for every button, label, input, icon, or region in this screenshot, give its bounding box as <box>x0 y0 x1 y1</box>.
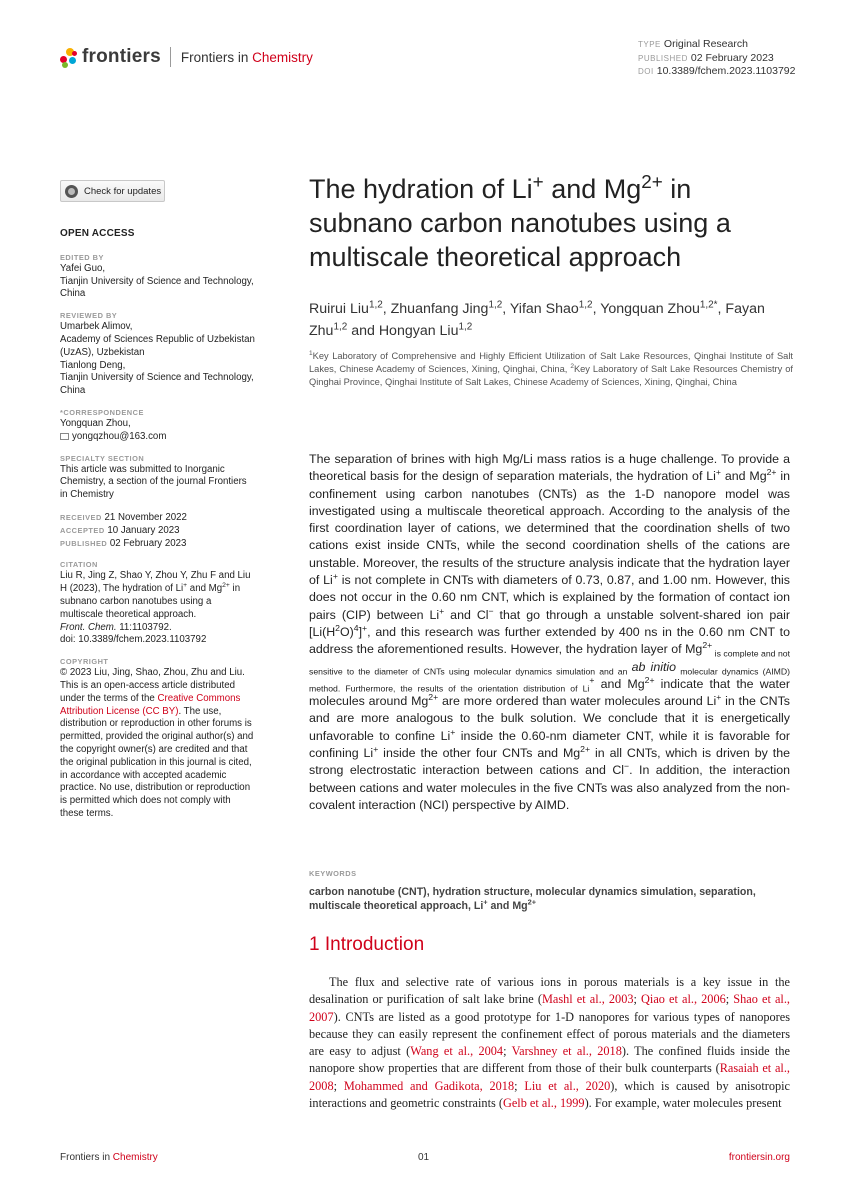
citation-heading: CITATION <box>60 560 98 570</box>
doi: DOI 10.3389/fchem.2023.1103792 <box>638 65 796 77</box>
article-title: The hydration of Li+ and $Mg^{2+}$ in subnano carbon nanotubes using a multiscale theoretical approach <box>309 172 731 272</box>
author-affiliation-marker: 1,2 <box>578 299 593 311</box>
author-affiliation-marker: 1,2* <box>699 299 718 311</box>
brand-wordmark: frontiers <box>82 46 161 67</box>
correspondence-heading: *CORRESPONDENCE <box>60 407 144 417</box>
specialty-text: This article was submitted to Inorganic Chemistry, a section of the journal Frontiers in Chemistry <box>60 463 247 501</box>
article-type: TYPE Original Research <box>638 38 748 50</box>
correspondence-name: Yongquan Zhou, <box>60 417 131 429</box>
reviewer-affiliation: Academy of Sciences Republic of Uzbekistan (UzAS), Uzbekistan <box>60 333 255 358</box>
author-name[interactable]: Yifan Shao <box>509 301 579 317</box>
author-affiliation-marker: 1,2 <box>488 299 503 311</box>
keywords-heading: KEYWORDS <box>309 869 357 878</box>
mail-icon <box>60 433 69 440</box>
cc-by-link[interactable]: Creative Commons Attribution License (CC BY) <box>60 692 241 717</box>
specialty-heading: SPECIALTY SECTION <box>60 453 145 463</box>
author-affiliation-marker: 1,2 <box>458 321 473 333</box>
citation-link[interactable]: Rasaiah et al., 2008 <box>309 1061 790 1093</box>
check-for-updates-button[interactable]: Check for updates <box>60 180 165 202</box>
footer-journal[interactable]: Frontiers in Chemistry <box>60 1152 158 1163</box>
citation-link[interactable]: Wang et al., 2004 <box>410 1044 504 1059</box>
frontiers-logo[interactable] <box>60 44 313 70</box>
correspondence-email[interactable]: yongqzhou@163.com <box>60 431 256 444</box>
reviewer-name: Tianlong Deng, <box>60 359 126 371</box>
citation-link[interactable]: Varshney et al., 2018 <box>511 1044 622 1059</box>
sidebar <box>60 228 256 821</box>
citation-link[interactable]: Liu et al., 2020 <box>524 1078 611 1093</box>
editor-name: Yafei Guo, <box>60 262 106 274</box>
keywords: carbon nanotube (CNT), hydration structure, molecular dynamics simulation, separation, multiscale theoretical approach, Li+ and $Mg^{2+}$ <box>309 886 756 912</box>
author-list: Ruirui Liu$^{1,2}$, Zhuanfang Jing$^{1,2}$, Yifan Shao$^{1,2}$, Yongquan Zhou$^{1,2*}$, Fayan Zhu$^{1,2}$ and Hongyan Liu$^{1,2}$ <box>309 299 765 339</box>
introduction-paragraph: The flux and selective rate of various ions in porous materials is a key issue in the desalination or purification of salt lake brine (Mashl et al., 2003; Qiao et al., 2006; Shao et al., 2007). CNTs are listed as a good prototype for 1-D nanopores for various types of nanopores because they can easily represent the confinement effect of porous materials and the diameters are easy to adjust (Wang et al., 2004; Varshney et al., 2018). The confined fluids inside the nanopore show properties that are different from those of their bulk counterparts (Rasaiah et al., 2008; Mohammed and Gadikota, 2018; Liu et al., 2020), which is caused by anisotropic interactions and geometric constraints (Gelb et al., 1999). For example, water molecules present <box>309 975 791 1111</box>
dates: RECEIVED 21 November 2022 ACCEPTED 10 January 2023 PUBLISHED 02 February 2023 <box>60 511 187 549</box>
update-icon <box>65 185 78 198</box>
open-access-label: OPEN ACCESS <box>60 228 135 239</box>
abstract: The separation of brines with high Mg/Li mass ratios is a huge challenge. To provide a theoretical basis for the design of separation materials, the hydration of Li+ and $Mg^{2+}$ in confinement using carbon nanotubes (CNTs) as the 1-D nanopore model was investigated using a multiscale theoretical approach. According to the analysis of the first coordination layer of cations, we determined that the coordination shells of two cations exist inside CNTs, while the second coordination shells of the cations are unstable. Moreover, the results of the structure analysis indicate that the hydration layer of Li+ is not complete in CNTs with diameters of 0.73, 0.87, and 1.00 nm. However, this does not occur in the 0.60 nm CNT, which is explained by the formation of contact ion pairs (CIP) between Li+ and Cl− that go through a unstable solvent-shared ion pair $[Li(H^2O)^4]^+$, and this research was further extended by 400 ns in the 0.60 nm CNT to address the aforementioned results. However, the hydration layer of $Mg^{2+}$ $_{is complete and not sensitive to the diameter of CNTs using molecular dynamics simulation and an}$ ab initio $_{molecular dynamics (AIMD) method. Furthermore, the results of the orientation distribution of Li}$+ and $Mg^{2+}$ indicate that the water molecules around $Mg^{2+}$ are more ordered than water molecules around Li+ in the CNTs and are more analogous to the bulk solution. We conclude that it is energetically unfavorable to confine Li+ inside the 0.60-nm diameter CNT, while it is favorable for confining Li+ inside the other four CNTs and $Mg^{2+}$ in all CNTs, which is driven by the strong electrostatic interaction between cations and Cl−. In addition, the interaction between cations and water molecules in the five CNTs was also analyzed from the non-covalent interaction (NCI) perspective by AIMD. <box>309 452 791 812</box>
author-affiliation-marker: 1,2 <box>368 299 383 311</box>
reviewer-affiliation: Tianjin University of Science and Technology, China <box>60 372 254 397</box>
journal-name[interactable]: Frontiers in Chemistry <box>180 49 313 65</box>
citation-link[interactable]: Shao et al., 2007 <box>309 992 790 1024</box>
author-name[interactable]: Zhuanfang Jing <box>390 301 489 317</box>
footer-site-link[interactable]: frontiersin.org <box>728 1152 790 1163</box>
frontiers-logo-icon <box>60 46 78 68</box>
citation-link[interactable]: Mashl et al., 2003 <box>541 992 634 1007</box>
reviewer-name: Umarbek Alimov, <box>60 321 133 333</box>
published-date: PUBLISHED 02 February 2023 <box>638 51 774 64</box>
copyright-text: © 2023 Liu, Jing, Shao, Zhou, Zhu and Liu. This is an open-access article distributed under the terms of the Creative Commons Attribution License (CC BY). The use, distribution or reproduction in other forums is permitted, provided the original author(s) and the copyright owner(s) are credited and that the original publication in this journal is cited, in accordance with accepted academic practice. No use, distribution or reproduction is permitted which does not comply with these terms. <box>60 667 254 819</box>
citation-link[interactable]: Qiao et al., 2006 <box>641 992 726 1007</box>
affiliations: $^1$Key Laboratory of Comprehensive and Highly Efficient Utilization of Salt Lake Resources, Qinghai Institute of Salt Lakes, Chinese Academy of Sciences, Xining, Qinghai, China, $^2$Key Laboratory of Salt Lake Resources Chemistry of Qinghai Province, Qinghai Institute of Salt Lakes, Chinese Academy of Sciences, Xining, Qinghai, China <box>309 349 793 387</box>
logo-divider <box>170 47 171 67</box>
citation-link[interactable]: Mohammed and Gadikota, 2018 <box>343 1078 515 1093</box>
citation-text: Liu R, Jing Z, Shao Y, Zhou Y, Zhu F and Liu H (2023), The hydration of Li+ and $Mg^{2+}$ in subnano carbon nanotubes using a multiscale theoretical approach. Front. Chem. 11:1103792. doi: 10.3389/fchem.2023.1103792 <box>60 570 251 646</box>
author-name[interactable]: Fayan Zhu <box>309 301 765 339</box>
citation-link[interactable]: Gelb et al., 1999 <box>502 1096 585 1111</box>
article-meta <box>638 38 796 79</box>
section-heading-introduction: 1 Introduction <box>309 934 425 955</box>
copyright-heading: COPYRIGHT <box>60 657 109 667</box>
author-name[interactable]: Ruirui Liu <box>309 301 369 317</box>
editor-affiliation: Tianjin University of Science and Technology, China <box>60 275 254 300</box>
reviewed-by-heading: REVIEWED BY <box>60 311 118 321</box>
author-name[interactable]: Hongyan Liu <box>378 323 459 339</box>
author-name[interactable]: Yongquan Zhou <box>600 301 700 317</box>
author-affiliation-marker: 1,2 <box>333 321 348 333</box>
edited-by-heading: EDITED BY <box>60 252 104 262</box>
page-number: 01 <box>418 1152 430 1163</box>
